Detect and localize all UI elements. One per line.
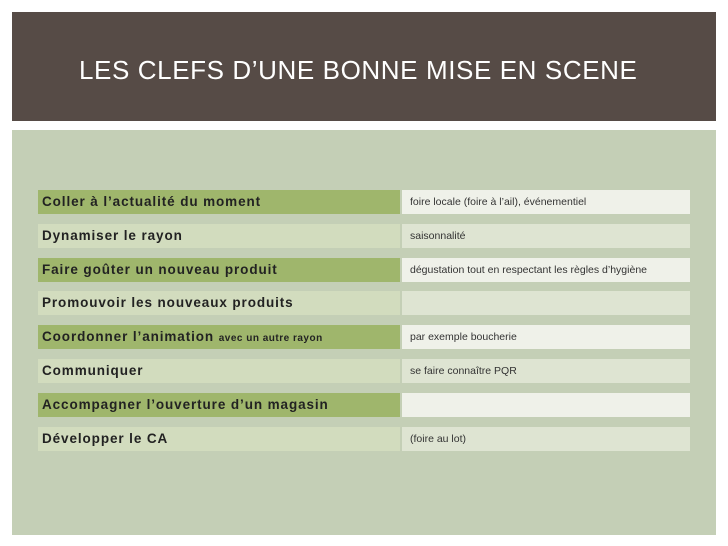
row-label-suffix: avec un autre rayon bbox=[218, 333, 323, 344]
row-label: Coordonner l’animation bbox=[42, 329, 215, 344]
row-detail: par exemple boucherie bbox=[410, 331, 517, 343]
row-label-cell bbox=[38, 359, 400, 383]
row-label-cell bbox=[38, 224, 400, 248]
row-detail-cell bbox=[402, 190, 690, 214]
row-detail-cell bbox=[402, 325, 690, 349]
row-label: Faire goûter un nouveau produit bbox=[42, 262, 278, 277]
row-detail-cell bbox=[402, 359, 690, 383]
row-label-cell bbox=[38, 427, 400, 451]
row-label: Promouvoir les nouveaux produits bbox=[42, 295, 294, 310]
table-row bbox=[38, 224, 690, 248]
title-bar bbox=[12, 12, 716, 121]
table-row bbox=[38, 325, 690, 349]
table-row bbox=[38, 190, 690, 214]
row-detail-cell bbox=[402, 291, 690, 315]
slide-title: LES CLEFS D’UNE BONNE MISE EN SCENE bbox=[79, 55, 638, 85]
row-detail: foire locale (foire à l’ail), événementiel bbox=[410, 196, 587, 208]
row-detail: (foire au lot) bbox=[410, 433, 467, 445]
table-row bbox=[38, 291, 690, 315]
row-label: Coller à l’actualité du moment bbox=[42, 194, 262, 209]
row-detail-cell bbox=[402, 258, 690, 282]
row-label: Communiquer bbox=[42, 363, 144, 378]
table-row bbox=[38, 393, 690, 417]
row-label-cell bbox=[38, 393, 400, 417]
table-row bbox=[38, 427, 690, 451]
row-detail-cell bbox=[402, 393, 690, 417]
row-detail: saisonnalité bbox=[410, 230, 466, 242]
row-detail-cell bbox=[402, 224, 690, 248]
row-detail: dégustation tout en respectant les règles d’hygiène bbox=[410, 264, 647, 276]
row-detail: se faire connaître PQR bbox=[410, 365, 517, 377]
row-detail-cell bbox=[402, 427, 690, 451]
row-label-cell bbox=[38, 291, 400, 315]
row-label: Accompagner l’ouverture d’un magasin bbox=[42, 397, 329, 412]
row-label: Dynamiser le rayon bbox=[42, 228, 183, 243]
row-label: Développer le CA bbox=[42, 431, 169, 446]
row-label-cell bbox=[38, 190, 400, 214]
table-row bbox=[38, 359, 690, 383]
table-row bbox=[38, 258, 690, 282]
row-label-cell bbox=[38, 258, 400, 282]
row-label-cell bbox=[38, 325, 400, 349]
